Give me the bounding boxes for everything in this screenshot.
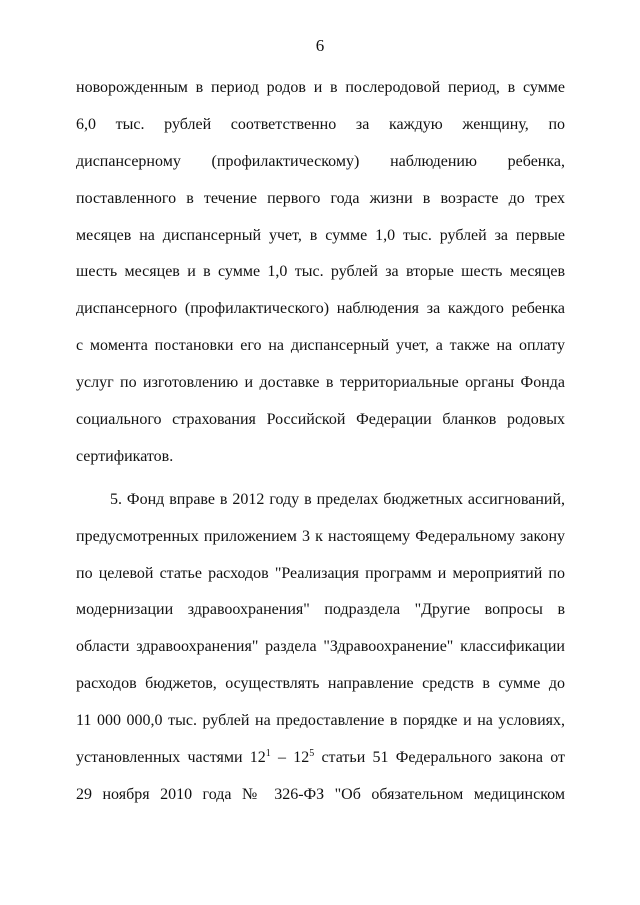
text-line: услуг по изготовлению и доставке в территориальные органы Фонда bbox=[76, 374, 565, 392]
text-line: сертификатов. bbox=[76, 447, 174, 465]
line-dash: – 12 bbox=[270, 749, 310, 767]
text-line: поставленного в течение первого года жизни в возрасте до трех bbox=[76, 189, 565, 207]
text-line: диспансерного (профилактического) наблюдения за каждого ребенка bbox=[76, 300, 565, 318]
superscript-5: 5 bbox=[309, 748, 315, 760]
text-line: социального страхования Российской Федерации бланков родовых bbox=[76, 411, 565, 429]
line-suffix: статьи 51 Федерального закона от bbox=[314, 749, 565, 767]
text-line: 6,0 тыс. рублей соответственно за каждую женщину, по bbox=[76, 115, 565, 133]
superscript-1: 1 bbox=[265, 748, 271, 760]
text-line-with-superscripts bbox=[76, 740, 565, 777]
text-line: предусмотренных приложением 3 к настоящему Федеральному закону bbox=[76, 527, 565, 545]
text-line: новорожденным в период родов и в послеродовой период, в сумме bbox=[76, 79, 565, 96]
text-line: месяцев на диспансерный учет, в сумме 1,0 тыс. рублей за первые bbox=[76, 226, 565, 244]
text-line: диспансерному (профилактическому) наблюдению ребенка, bbox=[76, 152, 565, 170]
text-line: модернизации здравоохранения" подраздела "Другие вопросы в bbox=[76, 601, 565, 619]
document-body bbox=[76, 70, 565, 814]
paragraph-start-line: 5. Фонд вправе в 2012 году в пределах бюджетных ассигнований, bbox=[110, 490, 565, 508]
text-line: расходов бюджетов, осуществлять направление средств в сумме до bbox=[76, 675, 565, 693]
text-line: 29 ноября 2010 года № 326-ФЗ "Об обязательном медицинском bbox=[76, 785, 565, 803]
text-line: области здравоохранения" раздела "Здравоохранение" классификации bbox=[76, 638, 565, 656]
text-line: с момента постановки его на диспансерный учет, а также на оплату bbox=[76, 337, 565, 355]
text-line: 11 000 000,0 тыс. рублей на предоставление в порядке и на условиях, bbox=[76, 712, 565, 730]
text-line: по целевой статье расходов "Реализация программ и мероприятий по bbox=[76, 564, 565, 582]
page-number: 6 bbox=[315, 36, 325, 55]
line-prefix: установленных частями 12 bbox=[76, 749, 266, 767]
text-line: шесть месяцев и в сумме 1,0 тыс. рублей за вторые шесть месяцев bbox=[76, 263, 565, 281]
